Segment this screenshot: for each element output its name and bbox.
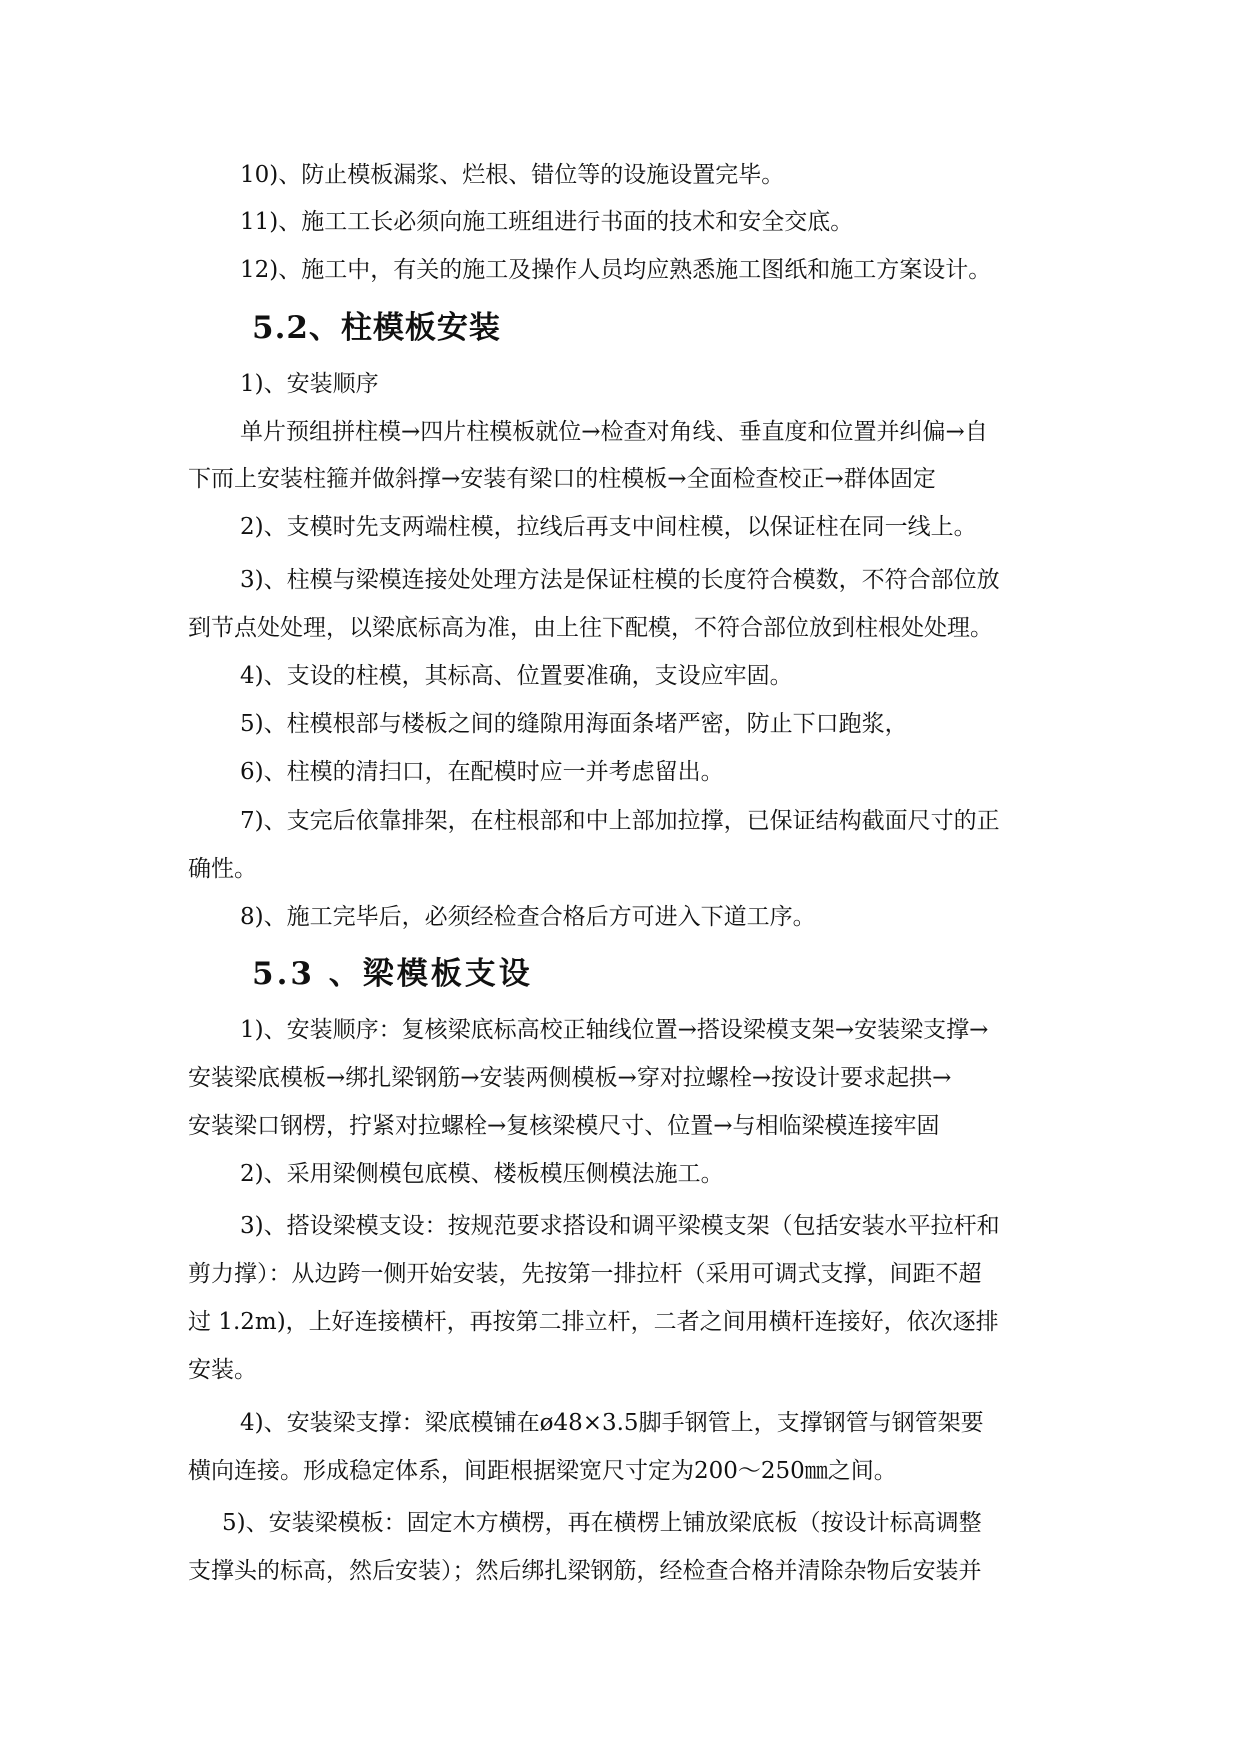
paragraph-line: 6)、柱模的清扫口，在配模时应一并考虑留出。 — [240, 759, 724, 785]
paragraph-line: 3)、柱模与梁模连接处处理方法是保证柱模的长度符合模数，不符合部位放 — [240, 567, 1000, 593]
paragraph-line: 8)、施工完毕后，必须经检查合格后方可进入下道工序。 — [240, 904, 816, 930]
paragraph-line: 4)、支设的柱模，其标高、位置要准确，支设应牢固。 — [240, 663, 793, 689]
paragraph-line: 2)、支模时先支两端柱模，拉线后再支中间柱模，以保证柱在同一线上。 — [240, 514, 977, 540]
paragraph-line: 安装梁底模板→绑扎梁钢筋→安装两侧模板→穿对拉螺栓→按设计要求起拱→ — [188, 1065, 952, 1091]
paragraph-line: 安装梁口钢楞，拧紧对拉螺栓→复核梁模尺寸、位置→与相临梁模连接牢固 — [188, 1113, 940, 1139]
paragraph-line: 过 1.2m)，上好连接横杆，再按第二排立杆，二者之间用横杆连接好，依次逐排 — [188, 1309, 999, 1335]
paragraph-line: 下而上安装柱箍并做斜撑→安装有梁口的柱模板→全面检查校正→群体固定 — [188, 466, 936, 492]
paragraph-line: 1)、安装顺序：复核梁底标高校正轴线位置→搭设梁模支架→安装梁支撑→ — [240, 1017, 989, 1043]
list-item: 12)、施工中，有关的施工及操作人员均应熟悉施工图纸和施工方案设计。 — [240, 257, 992, 283]
paragraph-line: 单片预组拼柱模→四片柱模板就位→检查对角线、垂直度和位置并纠偏→自 — [240, 419, 988, 445]
list-item: 11)、施工工长必须向施工班组进行书面的技术和安全交底。 — [240, 209, 854, 235]
paragraph-line: 7)、支完后依靠排架，在柱根部和中上部加拉撑，已保证结构截面尺寸的正 — [240, 808, 1000, 834]
paragraph-line: 2)、采用梁侧模包底模、楼板模压侧模法施工。 — [240, 1161, 724, 1187]
paragraph-line: 4)、安装梁支撑：梁底模铺在ø48×3.5脚手钢管上，支撑钢管与钢管架要 — [240, 1410, 984, 1436]
paragraph-line: 支撑头的标高，然后安装）；然后绑扎梁钢筋，经检查合格并清除杂物后安装并 — [188, 1558, 982, 1584]
paragraph-line: 剪力撑）：从边跨一侧开始安装，先按第一排拉杆（采用可调式支撑，间距不超 — [188, 1261, 982, 1287]
section-heading: 5.2、柱模板安装 — [252, 310, 501, 346]
paragraph-line: 安装。 — [188, 1357, 257, 1383]
paragraph-line: 到节点处处理，以梁底标高为准，由上往下配模，不符合部位放到柱根处处理。 — [188, 615, 993, 641]
paragraph-line: 3)、搭设梁模支设：按规范要求搭设和调平梁模支架（包括安装水平拉杆和 — [240, 1213, 1000, 1239]
list-item: 10)、防止模板漏浆、烂根、错位等的设施设置完毕。 — [240, 162, 785, 188]
section-heading: 5.3 、梁模板支设 — [252, 956, 533, 992]
paragraph-line: 横向连接。形成稳定体系，间距根据梁宽尺寸定为200～250㎜之间。 — [188, 1458, 897, 1484]
paragraph-line: 确性。 — [188, 856, 257, 882]
paragraph-line: 5)、柱模根部与楼板之间的缝隙用海面条堵严密，防止下口跑浆， — [240, 711, 908, 737]
paragraph-line: 5)、安装梁模板：固定木方横楞，再在横楞上铺放梁底板（按设计标高调整 — [222, 1510, 982, 1536]
paragraph-line: 1)、安装顺序 — [240, 371, 379, 397]
